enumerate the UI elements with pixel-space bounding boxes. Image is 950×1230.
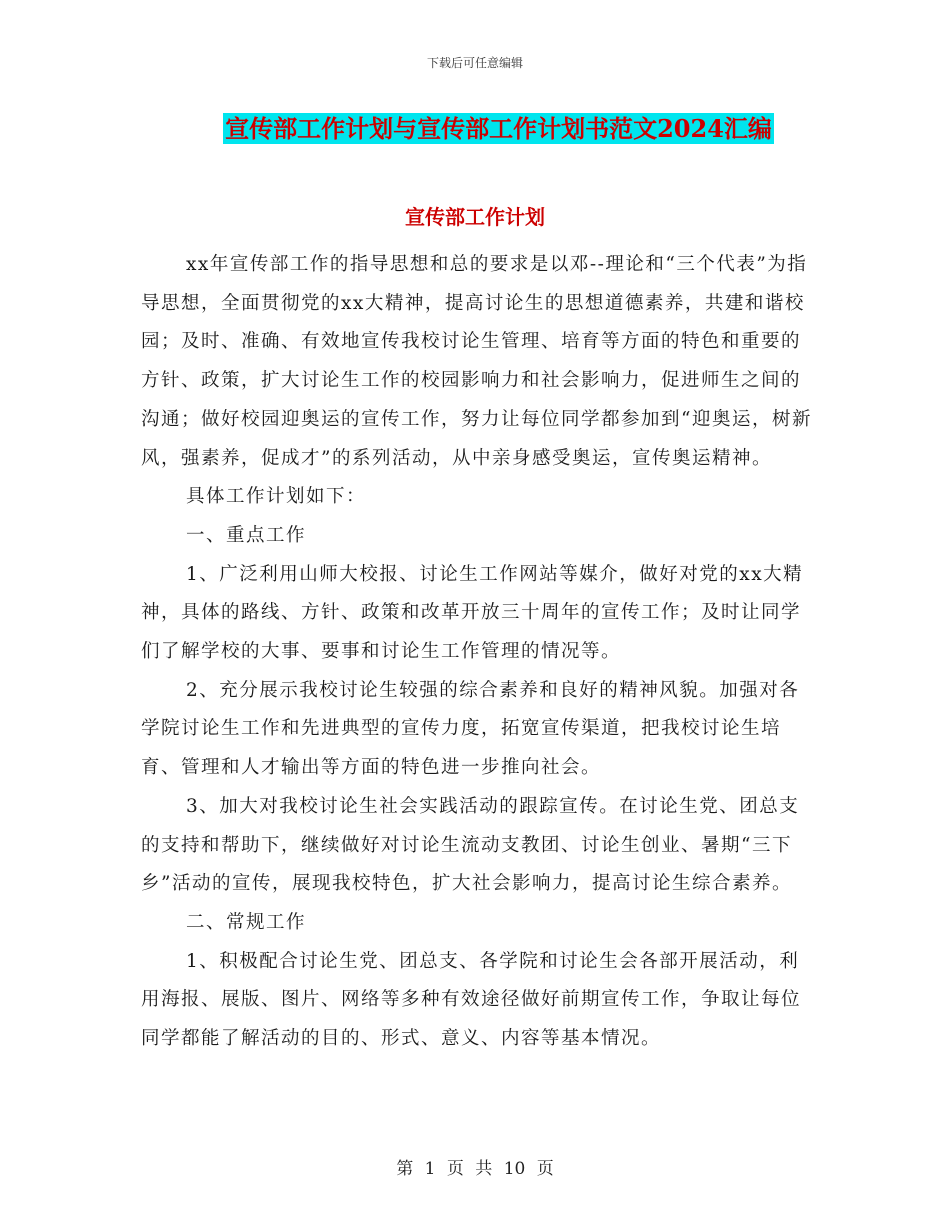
paragraph-plan-intro: 具体工作计划如下：: [186, 486, 367, 508]
document-title: 宣传部工作计划与宣传部工作计划书范文2024汇编: [225, 114, 772, 143]
document-title-container: [0, 113, 950, 144]
paragraph-routine-work-1: 1、积极配合讨论生党、团总支、各学院和讨论生会各部开展活动，利用海报、展版、图片、网络等多种有效途径做好前期宣传工作，争取让每位同学都能了解活动的目的、形式、意义、内容等基本情况。: [141, 950, 802, 1050]
heading-key-work: 一、重点工作: [186, 524, 307, 546]
paragraph-key-work-1: 1、广泛利用山师大校报、讨论生工作网站等媒介，做好对党的xx大精神，具体的路线、方针、政策和改革开放三十周年的宣传工作；及时让同学们了解学校的大事、要事和讨论生工作管理的情况等。: [141, 563, 804, 663]
paragraph-key-work-3: 3、加大对我校讨论生社会实践活动的跟踪宣传。在讨论生党、团总支的支持和帮助下，继续做好对讨论生流动支教团、讨论生创业、暑期“三下乡”活动的宣传，展现我校特色，扩大社会影响力，提高讨论生综合素养。: [141, 795, 800, 895]
header-note: 下载后可任意编辑: [426, 56, 523, 70]
section-title: 宣传部工作计划: [405, 205, 545, 229]
paragraph-key-work-2: 2、充分展示我校讨论生较强的综合素养和良好的精神风貌。加强对各学院讨论生工作和先进典型的宣传力度，拓宽宣传渠道，把我校讨论生培育、管理和人才输出等方面的特色进一步推向社会。: [141, 679, 800, 779]
document-body: [141, 246, 813, 1059]
heading-routine-work: 二、常规工作: [186, 911, 307, 933]
paragraph-intro: xx年宣传部工作的指导思想和总的要求是以邓--理论和“三个代表”为指导思想，全面贯彻党的xx大精神，提高讨论生的思想道德素养，共建和谐校园；及时、准确、有效地宣传我校讨论生管理、培育等方面的特色和重要的方针、政策，扩大讨论生工作的校园影响力和社会影响力，促进师生之间的沟通；做好校园迎奥运的宣传工作，努力让每位同学都参加到“迎奥运，树新风，强素养，促成才”的系列活动，从中亲身感受奥运，宣传奥运精神。: [141, 254, 812, 469]
page-indicator: 第 1 页 共 10 页: [396, 1159, 554, 1179]
